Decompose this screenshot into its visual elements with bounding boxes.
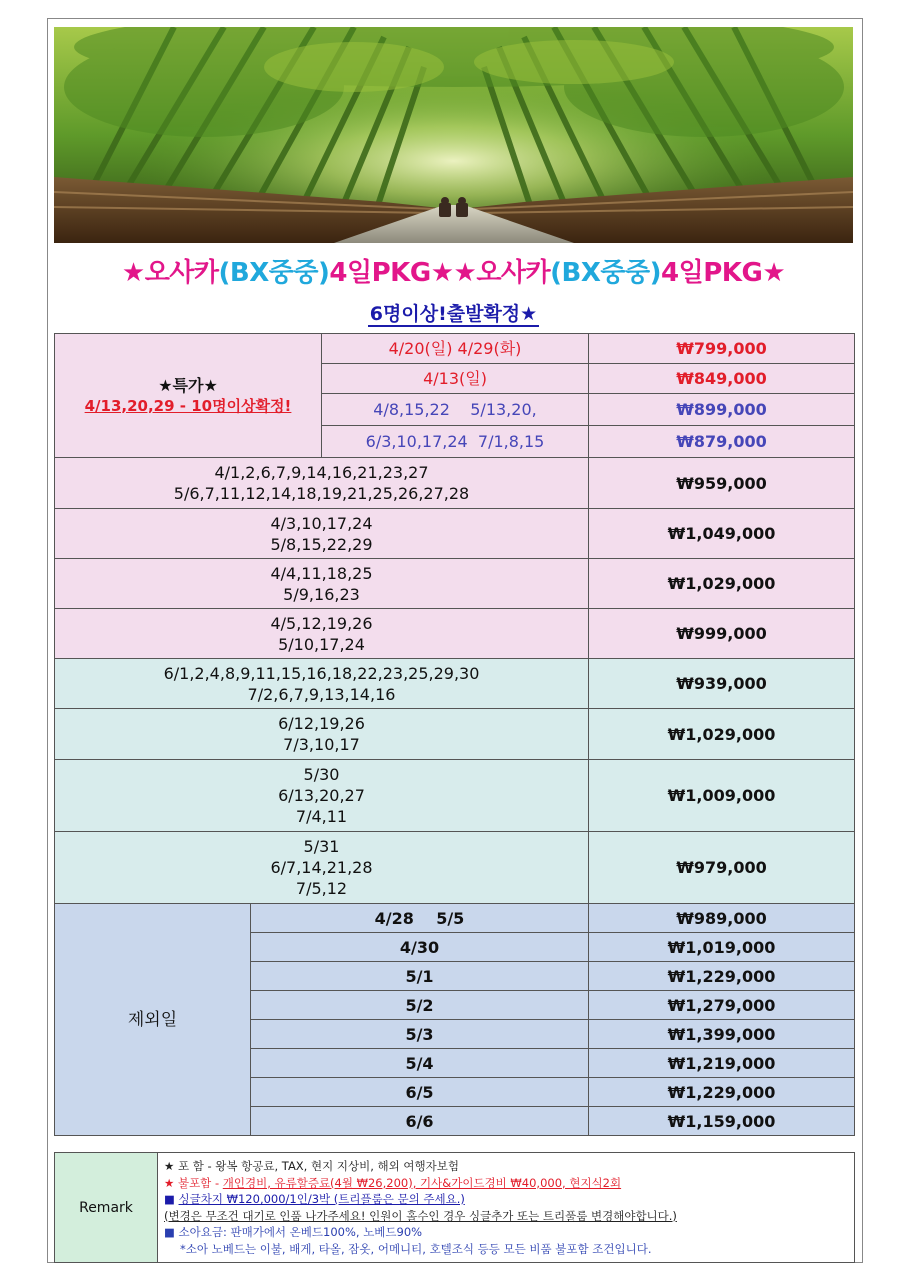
date-line: 5/6,7,11,12,14,18,19,21,25,26,27,28 <box>173 484 470 503</box>
excluded-price: ₩1,279,000 <box>589 991 855 1020</box>
excluded-price: ₩1,219,000 <box>589 1049 855 1078</box>
title-star-end: ★ <box>762 258 786 288</box>
remark-child: ■ 소아요금: 판매가에서 온베드100%, 노베드90% <box>164 1225 423 1239</box>
date-line: 7/5,12 <box>295 879 348 898</box>
price-row <box>55 709 855 760</box>
title-city-2: 오사카 <box>476 258 551 288</box>
title-city-1: 오사카 <box>144 258 219 288</box>
title-airline-2: (BX중중) <box>550 258 662 288</box>
remark-single-note-text: (변경은 무조건 대기로 인품 나가주세요! 인원이 홀수인 경우 싱글추가 또는 트리풀룸 변경해야합니다.) <box>164 1208 677 1223</box>
price-cell: ₩1,049,000 <box>589 509 855 559</box>
excluded-label: 제외일 <box>127 1009 178 1030</box>
date-line: 7/4,11 <box>295 807 348 826</box>
excluded-price: ₩1,229,000 <box>589 1078 855 1107</box>
date-cell <box>55 609 589 659</box>
remark-exclude-prefix: ★ 불포함 - <box>164 1175 223 1190</box>
title-star-1: ★ <box>121 258 145 288</box>
special-price: ₩899,000 <box>589 394 855 426</box>
excluded-date: 4/30 <box>251 933 589 962</box>
date-cell <box>55 832 589 904</box>
special-date: 6/3,10,17,24 7/1,8,15 <box>322 426 589 458</box>
date-cell <box>55 659 589 709</box>
date-line: 5/31 <box>303 837 340 856</box>
excluded-date: 5/4 <box>251 1049 589 1078</box>
price-row <box>55 458 855 509</box>
price-cell: ₩1,029,000 <box>589 559 855 609</box>
price-cell: ₩939,000 <box>589 659 855 709</box>
date-line: 6/7,14,21,28 <box>270 858 373 877</box>
remark-single-detail: 싱글차지 ₩120,000/1인/3박 (트리플룸은 문의 주세요.) <box>178 1192 465 1206</box>
special-label: ★특가★ <box>158 375 218 395</box>
price-cell: ₩1,009,000 <box>589 760 855 832</box>
remark-exclude-detail: 개인경비, 유류할증료(4월 ₩26,200), 기사&가이드경비 ₩40,000, 현지식2회 <box>222 1175 622 1190</box>
title-pkg-1: 4일PKG <box>329 258 431 288</box>
date-cell <box>55 760 589 832</box>
remark-single <box>164 1191 848 1208</box>
special-price: ₩879,000 <box>589 426 855 458</box>
date-line: 5/10,17,24 <box>278 634 365 654</box>
date-line: 7/3,10,17 <box>283 735 360 754</box>
special-note: 4/13,20,29 - 10명이상확정! <box>84 396 292 415</box>
date-line: 5/9,16,23 <box>283 584 360 604</box>
date-line: 5/30 <box>303 765 340 784</box>
excluded-date: 6/6 <box>251 1107 589 1136</box>
price-row <box>55 659 855 709</box>
special-date: 4/13(일) <box>322 364 589 394</box>
excluded-date: 4/28 5/5 <box>251 904 589 933</box>
bamboo-forest-photo <box>54 27 853 243</box>
special-row <box>55 334 855 364</box>
price-cell: ₩979,000 <box>589 832 855 904</box>
subtitle-text: 6명이상!출발확정★ <box>369 303 538 325</box>
excluded-row <box>55 904 855 933</box>
excluded-date: 6/5 <box>251 1078 589 1107</box>
date-cell <box>55 509 589 559</box>
date-line: 4/1,2,6,7,9,14,16,21,23,27 <box>214 463 429 482</box>
price-row <box>55 760 855 832</box>
price-row <box>55 509 855 559</box>
title-airline-1: (BX중중) <box>218 258 330 288</box>
excluded-price: ₩989,000 <box>589 904 855 933</box>
remark-single-note <box>164 1208 848 1225</box>
price-cell: ₩999,000 <box>589 609 855 659</box>
remark-include: ★ 포 함 - 왕복 항공료, TAX, 현지 지상비, 해외 여행자보험 <box>164 1159 459 1173</box>
price-cell: ₩1,029,000 <box>589 709 855 760</box>
special-date: 4/8,15,22 5/13,20, <box>322 394 589 426</box>
remark-child-note: *소아 노베드는 이불, 배게, 타올, 잠옷, 어메니티, 호텔조식 등등 모든 비품 불포함 조건입니다. <box>180 1241 652 1256</box>
excluded-date: 5/1 <box>251 962 589 991</box>
title-pkg-2: 4일PKG <box>661 258 763 288</box>
special-date: 4/20(일) 4/29(화) <box>322 334 589 364</box>
date-cell <box>55 709 589 760</box>
special-price: ₩849,000 <box>589 364 855 394</box>
price-cell: ₩959,000 <box>589 458 855 509</box>
excluded-price: ₩1,229,000 <box>589 962 855 991</box>
date-cell <box>55 559 589 609</box>
remark-exclude <box>164 1175 848 1192</box>
excluded-price: ₩1,019,000 <box>589 933 855 962</box>
title-stars-mid: ★★ <box>430 258 477 288</box>
date-line: 4/4,11,18,25 <box>270 563 373 583</box>
remark-label: Remark <box>55 1153 158 1263</box>
date-line: 6/12,19,26 <box>278 714 365 733</box>
excluded-date: 5/3 <box>251 1020 589 1049</box>
page-subtitle <box>54 299 853 326</box>
special-label-cell <box>55 334 322 458</box>
remark-single-prefix: ■ <box>164 1192 179 1206</box>
date-line: 6/1,2,4,8,9,11,15,16,18,22,23,25,29,30 <box>163 663 480 683</box>
price-row <box>55 609 855 659</box>
price-table <box>54 333 855 1136</box>
date-line: 4/3,10,17,24 <box>270 513 373 533</box>
page-title <box>54 252 853 289</box>
excluded-date: 5/2 <box>251 991 589 1020</box>
date-line: 4/5,12,19,26 <box>270 613 373 633</box>
date-line: 7/2,6,7,9,13,14,16 <box>247 684 396 704</box>
remark-table <box>54 1152 855 1263</box>
price-row <box>55 559 855 609</box>
date-line: 5/8,15,22,29 <box>270 534 373 554</box>
price-row <box>55 832 855 904</box>
excluded-price: ₩1,159,000 <box>589 1107 855 1136</box>
excluded-price: ₩1,399,000 <box>589 1020 855 1049</box>
special-price: ₩799,000 <box>589 334 855 364</box>
date-line: 6/13,20,27 <box>278 786 365 805</box>
excluded-label-cell <box>55 904 251 1136</box>
date-cell <box>55 458 589 509</box>
remark-body <box>158 1153 855 1263</box>
